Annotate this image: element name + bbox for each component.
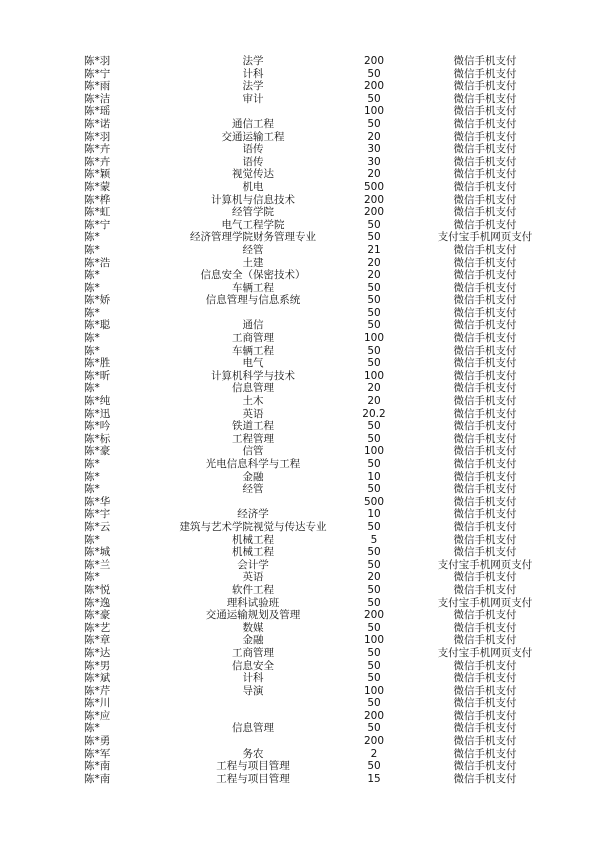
- donor-name-cell: 陈*宁: [84, 218, 111, 231]
- table-row: [84, 521, 584, 534]
- major-cell: 语传: [242, 143, 264, 156]
- amount-cell: 20: [367, 130, 381, 143]
- amount-cell: 50: [367, 583, 381, 596]
- amount-cell: 50: [367, 558, 381, 571]
- table-row: [84, 307, 584, 320]
- payment-method-cell: 微信手机支付: [453, 760, 517, 773]
- table-row: [84, 282, 584, 295]
- table-row: [84, 80, 584, 93]
- table-row: [84, 156, 584, 169]
- table-row: [84, 697, 584, 710]
- donor-name-cell: 陈*聪: [84, 319, 111, 332]
- major-cell: [144, 735, 362, 748]
- donor-name-cell: 陈*: [84, 344, 100, 357]
- table-row: [84, 634, 584, 647]
- amount-cell: 100: [363, 105, 385, 118]
- donation-table-body: [84, 55, 584, 785]
- donor-name-cell: 陈*颖: [84, 168, 111, 181]
- donor-name-cell: 陈*南: [84, 772, 111, 785]
- amount-cell: 100: [363, 445, 385, 458]
- amount-cell: 50: [367, 458, 381, 470]
- payment-method-cell: 微信手机支付: [453, 319, 517, 332]
- amount-cell: 20: [367, 382, 381, 395]
- table-row: [84, 483, 584, 496]
- major-cell: 经管学院: [232, 206, 274, 219]
- major-cell: 信息管理与信息系统: [205, 294, 301, 307]
- donor-name-cell: 陈*浩: [84, 256, 111, 269]
- payment-method-cell: 微信手机支付: [453, 445, 517, 458]
- amount-cell: 10: [367, 470, 381, 483]
- major-cell: 英语: [242, 571, 264, 584]
- payment-method-cell: 微信手机支付: [453, 256, 517, 269]
- payment-method-cell: 微信手机支付: [453, 155, 517, 168]
- major-cell: 金融: [242, 634, 264, 647]
- donor-name-cell: 陈*吟: [84, 420, 111, 433]
- table-row: [84, 168, 584, 181]
- payment-method-cell: 微信手机支付: [453, 80, 517, 93]
- amount-cell: 50: [367, 306, 381, 319]
- payment-method-cell: 微信手机支付: [453, 571, 517, 584]
- donor-name-cell: 陈*虹: [84, 206, 111, 219]
- major-cell: 电气: [242, 357, 264, 370]
- major-cell: 铁道工程: [232, 420, 274, 433]
- table-row: [84, 231, 584, 244]
- table-row: [84, 395, 584, 408]
- donor-name-cell: 陈*宁: [84, 67, 111, 80]
- payment-method-cell: 支付宝手机网页支付: [437, 558, 533, 571]
- donor-name-cell: 陈*: [84, 269, 100, 282]
- donor-name-cell: 陈*逸: [84, 596, 111, 609]
- payment-method-cell: 微信手机支付: [453, 672, 517, 685]
- donor-name-cell: 陈*: [84, 722, 100, 735]
- payment-method-cell: 微信手机支付: [453, 634, 517, 647]
- major-cell: 计算机与信息技术: [211, 193, 295, 206]
- payment-method-cell: 微信手机支付: [453, 180, 517, 193]
- major-cell: 计算机科学与技术: [211, 369, 295, 382]
- donor-name-cell: 陈*川: [84, 697, 111, 710]
- major-cell: 经管: [242, 483, 264, 496]
- table-row: [84, 294, 584, 307]
- payment-method-cell: 微信手机支付: [453, 420, 517, 433]
- major-cell: 信息安全（保密技术）: [200, 269, 306, 282]
- table-row: [84, 597, 584, 610]
- donor-name-cell: 陈*: [84, 332, 100, 345]
- amount-cell: 2: [370, 747, 378, 760]
- major-cell: 通信: [242, 319, 264, 332]
- amount-cell: 50: [367, 344, 381, 357]
- amount-cell: 500: [363, 495, 385, 508]
- major-cell: 金融: [242, 470, 264, 483]
- amount-cell: 20: [367, 256, 381, 269]
- table-row: [84, 345, 584, 358]
- amount-cell: 50: [367, 357, 381, 370]
- table-row: [84, 609, 584, 622]
- donor-name-cell: 陈*: [84, 458, 100, 470]
- payment-method-cell: 微信手机支付: [453, 621, 517, 634]
- table-row: [84, 433, 584, 446]
- amount-cell: 50: [367, 596, 381, 609]
- amount-cell: 20: [367, 395, 381, 408]
- table-row: [84, 68, 584, 81]
- donor-name-cell: 陈*男: [84, 659, 111, 672]
- table-row: [84, 471, 584, 484]
- donor-name-cell: 陈*军: [84, 747, 111, 760]
- donor-name-cell: 陈*勇: [84, 735, 111, 748]
- table-row: [84, 508, 584, 521]
- table-row: [84, 660, 584, 673]
- major-cell: 软件工程: [232, 583, 274, 596]
- donation-table: [84, 55, 584, 785]
- major-cell: 审计: [242, 92, 264, 105]
- amount-cell: 20: [367, 168, 381, 181]
- amount-cell: 50: [367, 319, 381, 332]
- table-row: [84, 496, 584, 509]
- donor-name-cell: 陈*: [84, 281, 100, 294]
- major-cell: 光电信息科学与工程: [205, 458, 301, 470]
- major-cell: 建筑与艺术学院视觉与传达专业: [179, 520, 327, 533]
- table-row: [84, 408, 584, 421]
- amount-cell: 100: [363, 634, 385, 647]
- amount-cell: 20: [367, 269, 381, 282]
- table-row: [84, 332, 584, 345]
- donor-name-cell: 陈*艺: [84, 621, 111, 634]
- major-cell: 工程管理: [232, 432, 274, 445]
- donor-name-cell: 陈*悦: [84, 583, 111, 596]
- payment-method-cell: 微信手机支付: [453, 709, 517, 722]
- table-row: [84, 370, 584, 383]
- payment-method-cell: 微信手机支付: [453, 495, 517, 508]
- payment-method-cell: 微信手机支付: [453, 143, 517, 156]
- major-cell: 交通运输工程: [221, 130, 285, 143]
- table-row: [84, 105, 584, 118]
- amount-cell: 100: [363, 332, 385, 345]
- donor-name-cell: 陈*蒙: [84, 180, 111, 193]
- table-row: [84, 257, 584, 270]
- major-cell: 数媒: [242, 621, 264, 634]
- payment-method-cell: 微信手机支付: [453, 533, 517, 546]
- donor-name-cell: 陈*标: [84, 432, 111, 445]
- major-cell: 务农: [242, 747, 264, 760]
- amount-cell: 200: [363, 193, 385, 206]
- major-cell: 经济学: [237, 508, 269, 521]
- payment-method-cell: 微信手机支付: [453, 609, 517, 622]
- donor-name-cell: 陈*: [84, 571, 100, 584]
- table-row: [84, 458, 584, 471]
- amount-cell: 50: [367, 520, 381, 533]
- amount-cell: 50: [367, 760, 381, 773]
- amount-cell: 50: [367, 231, 381, 244]
- amount-cell: 200: [363, 609, 385, 622]
- donor-name-cell: 陈*洁: [84, 92, 111, 105]
- amount-cell: 100: [363, 369, 385, 382]
- major-cell: 车辆工程: [232, 344, 274, 357]
- payment-method-cell: 微信手机支付: [453, 684, 517, 697]
- payment-method-cell: 微信手机支付: [453, 306, 517, 319]
- payment-method-cell: 微信手机支付: [453, 772, 517, 785]
- table-row: [84, 672, 584, 685]
- major-cell: 土木: [242, 395, 264, 408]
- major-cell: 计科: [242, 672, 264, 685]
- table-row: [84, 131, 584, 144]
- major-cell: 工商管理: [232, 646, 274, 659]
- payment-method-cell: 微信手机支付: [453, 269, 517, 282]
- payment-method-cell: 微信手机支付: [453, 344, 517, 357]
- amount-cell: 50: [367, 483, 381, 496]
- payment-method-cell: 微信手机支付: [453, 117, 517, 130]
- payment-method-cell: 微信手机支付: [453, 458, 517, 470]
- major-cell: 机械工程: [232, 546, 274, 559]
- major-cell: 电气工程学院: [221, 218, 285, 231]
- major-cell: [144, 105, 362, 118]
- payment-method-cell: 微信手机支付: [453, 546, 517, 559]
- donor-name-cell: 陈*雨: [84, 80, 111, 93]
- donor-name-cell: 陈*: [84, 533, 100, 546]
- table-row: [84, 194, 584, 207]
- payment-method-cell: 微信手机支付: [453, 357, 517, 370]
- donor-name-cell: 陈*昕: [84, 369, 111, 382]
- major-cell: [144, 697, 362, 710]
- donor-name-cell: 陈*章: [84, 634, 111, 647]
- major-cell: 语传: [242, 155, 264, 168]
- amount-cell: 15: [367, 772, 381, 785]
- payment-method-cell: 微信手机支付: [453, 520, 517, 533]
- major-cell: 车辆工程: [232, 281, 274, 294]
- donor-name-cell: 陈*: [84, 470, 100, 483]
- major-cell: 导演: [242, 684, 264, 697]
- major-cell: 信管: [242, 445, 264, 458]
- donor-name-cell: 陈*卉: [84, 143, 111, 156]
- amount-cell: 100: [363, 684, 385, 697]
- major-cell: 信息管理: [232, 722, 274, 735]
- table-row: [84, 722, 584, 735]
- payment-method-cell: 微信手机支付: [453, 130, 517, 143]
- amount-cell: 10: [367, 508, 381, 521]
- donor-name-cell: 陈*娇: [84, 294, 111, 307]
- major-cell: [144, 710, 362, 723]
- table-row: [84, 748, 584, 761]
- donor-name-cell: 陈*瑶: [84, 105, 111, 118]
- donor-name-cell: 陈*: [84, 231, 100, 244]
- table-row: [84, 773, 584, 786]
- amount-cell: 50: [367, 420, 381, 433]
- donor-name-cell: 陈*羽: [84, 55, 111, 67]
- major-cell: 土建: [242, 256, 264, 269]
- amount-cell: 50: [367, 672, 381, 685]
- amount-cell: 200: [363, 206, 385, 219]
- payment-method-cell: 微信手机支付: [453, 168, 517, 181]
- major-cell: 交通运输规划及管理: [205, 609, 301, 622]
- donor-name-cell: 陈*宇: [84, 508, 111, 521]
- amount-cell: 30: [367, 155, 381, 168]
- table-row: [84, 206, 584, 219]
- table-row: [84, 571, 584, 584]
- major-cell: 经济管理学院财务管理专业: [190, 231, 316, 244]
- major-cell: 理科试验班: [226, 596, 280, 609]
- table-row: [84, 760, 584, 773]
- donor-name-cell: 陈*豪: [84, 609, 111, 622]
- payment-method-cell: 微信手机支付: [453, 583, 517, 596]
- amount-cell: 50: [367, 646, 381, 659]
- donor-name-cell: 陈*羽: [84, 130, 111, 143]
- amount-cell: 200: [363, 709, 385, 722]
- table-row: [84, 622, 584, 635]
- major-cell: 机电: [242, 180, 264, 193]
- amount-cell: 30: [367, 143, 381, 156]
- table-row: [84, 534, 584, 547]
- table-row: [84, 93, 584, 106]
- payment-method-cell: 微信手机支付: [453, 395, 517, 408]
- table-row: [84, 710, 584, 723]
- table-row: [84, 181, 584, 194]
- amount-cell: 21: [367, 243, 381, 256]
- payment-method-cell: 微信手机支付: [453, 747, 517, 760]
- table-row: [84, 382, 584, 395]
- amount-cell: 20.2: [362, 407, 386, 420]
- donor-name-cell: 陈*: [84, 483, 100, 496]
- table-row: [84, 319, 584, 332]
- amount-cell: 50: [367, 697, 381, 710]
- payment-method-cell: 微信手机支付: [453, 67, 517, 80]
- payment-method-cell: 微信手机支付: [453, 508, 517, 521]
- table-row: [84, 685, 584, 698]
- table-row: [84, 584, 584, 597]
- donor-name-cell: 陈*诺: [84, 117, 111, 130]
- donor-name-cell: 陈*达: [84, 646, 111, 659]
- amount-cell: 50: [367, 621, 381, 634]
- donor-name-cell: 陈*华: [84, 495, 111, 508]
- amount-cell: 200: [363, 735, 385, 748]
- table-row: [84, 143, 584, 156]
- payment-method-cell: 微信手机支付: [453, 722, 517, 735]
- payment-method-cell: 微信手机支付: [453, 55, 517, 67]
- amount-cell: 50: [367, 281, 381, 294]
- donor-name-cell: 陈*南: [84, 760, 111, 773]
- donor-name-cell: 陈*: [84, 243, 100, 256]
- payment-method-cell: 微信手机支付: [453, 243, 517, 256]
- major-cell: 英语: [242, 407, 264, 420]
- donor-name-cell: 陈*: [84, 382, 100, 395]
- payment-method-cell: 微信手机支付: [453, 281, 517, 294]
- major-cell: [144, 496, 362, 509]
- major-cell: 机械工程: [232, 533, 274, 546]
- table-row: [84, 219, 584, 232]
- table-row: [84, 118, 584, 131]
- payment-method-cell: 支付宝手机网页支付: [437, 646, 533, 659]
- payment-method-cell: 微信手机支付: [453, 407, 517, 420]
- table-row: [84, 647, 584, 660]
- donor-name-cell: 陈*纯: [84, 395, 111, 408]
- amount-cell: 200: [363, 55, 385, 67]
- donor-name-cell: 陈*桦: [84, 193, 111, 206]
- amount-cell: 20: [367, 571, 381, 584]
- payment-method-cell: 微信手机支付: [453, 92, 517, 105]
- donor-name-cell: 陈*兰: [84, 558, 111, 571]
- payment-method-cell: 微信手机支付: [453, 332, 517, 345]
- major-cell: 计科: [242, 67, 264, 80]
- donor-name-cell: 陈*豪: [84, 445, 111, 458]
- table-row: [84, 269, 584, 282]
- donor-name-cell: 陈*芹: [84, 684, 111, 697]
- payment-method-cell: 微信手机支付: [453, 659, 517, 672]
- payment-method-cell: 微信手机支付: [453, 193, 517, 206]
- table-row: [84, 420, 584, 433]
- donor-name-cell: 陈*卉: [84, 155, 111, 168]
- donor-name-cell: 陈*云: [84, 520, 111, 533]
- major-cell: 法学: [242, 80, 264, 93]
- amount-cell: 50: [367, 432, 381, 445]
- amount-cell: 50: [367, 218, 381, 231]
- major-cell: 信息安全: [232, 659, 274, 672]
- table-row: [84, 559, 584, 572]
- amount-cell: 50: [367, 294, 381, 307]
- major-cell: 视觉传达: [232, 168, 274, 181]
- payment-method-cell: 微信手机支付: [453, 382, 517, 395]
- major-cell: 会计学: [237, 558, 269, 571]
- major-cell: 信息管理: [232, 382, 274, 395]
- payment-method-cell: 微信手机支付: [453, 369, 517, 382]
- major-cell: 工商管理: [232, 332, 274, 345]
- amount-cell: 50: [367, 67, 381, 80]
- payment-method-cell: 微信手机支付: [453, 470, 517, 483]
- table-row: [84, 244, 584, 257]
- table-row: [84, 735, 584, 748]
- major-cell: 法学: [242, 55, 264, 67]
- donor-name-cell: 陈*应: [84, 709, 111, 722]
- donor-name-cell: 陈*胜: [84, 357, 111, 370]
- major-cell: 经管: [242, 243, 264, 256]
- payment-method-cell: 微信手机支付: [453, 105, 517, 118]
- payment-method-cell: 支付宝手机网页支付: [437, 596, 533, 609]
- table-row: [84, 546, 584, 559]
- amount-cell: 500: [363, 180, 385, 193]
- payment-method-cell: 微信手机支付: [453, 218, 517, 231]
- payment-method-cell: 微信手机支付: [453, 697, 517, 710]
- payment-method-cell: 微信手机支付: [453, 206, 517, 219]
- payment-method-cell: 微信手机支付: [453, 483, 517, 496]
- major-cell: 通信工程: [232, 117, 274, 130]
- donor-name-cell: 陈*斌: [84, 672, 111, 685]
- amount-cell: 50: [367, 659, 381, 672]
- amount-cell: 50: [367, 722, 381, 735]
- payment-method-cell: 微信手机支付: [453, 735, 517, 748]
- payment-method-cell: 微信手机支付: [453, 294, 517, 307]
- donor-name-cell: 陈*城: [84, 546, 111, 559]
- major-cell: 工程与项目管理: [216, 772, 290, 785]
- amount-cell: 5: [370, 533, 378, 546]
- table-row: [84, 55, 584, 68]
- amount-cell: 50: [367, 546, 381, 559]
- payment-method-cell: 微信手机支付: [453, 432, 517, 445]
- major-cell: [144, 307, 362, 320]
- table-row: [84, 357, 584, 370]
- donor-name-cell: 陈*迅: [84, 407, 111, 420]
- amount-cell: 50: [367, 117, 381, 130]
- amount-cell: 200: [363, 80, 385, 93]
- payment-method-cell: 支付宝手机网页支付: [437, 231, 533, 244]
- table-row: [84, 445, 584, 458]
- major-cell: 工程与项目管理: [216, 760, 290, 773]
- donor-name-cell: 陈*: [84, 306, 100, 319]
- amount-cell: 50: [367, 92, 381, 105]
